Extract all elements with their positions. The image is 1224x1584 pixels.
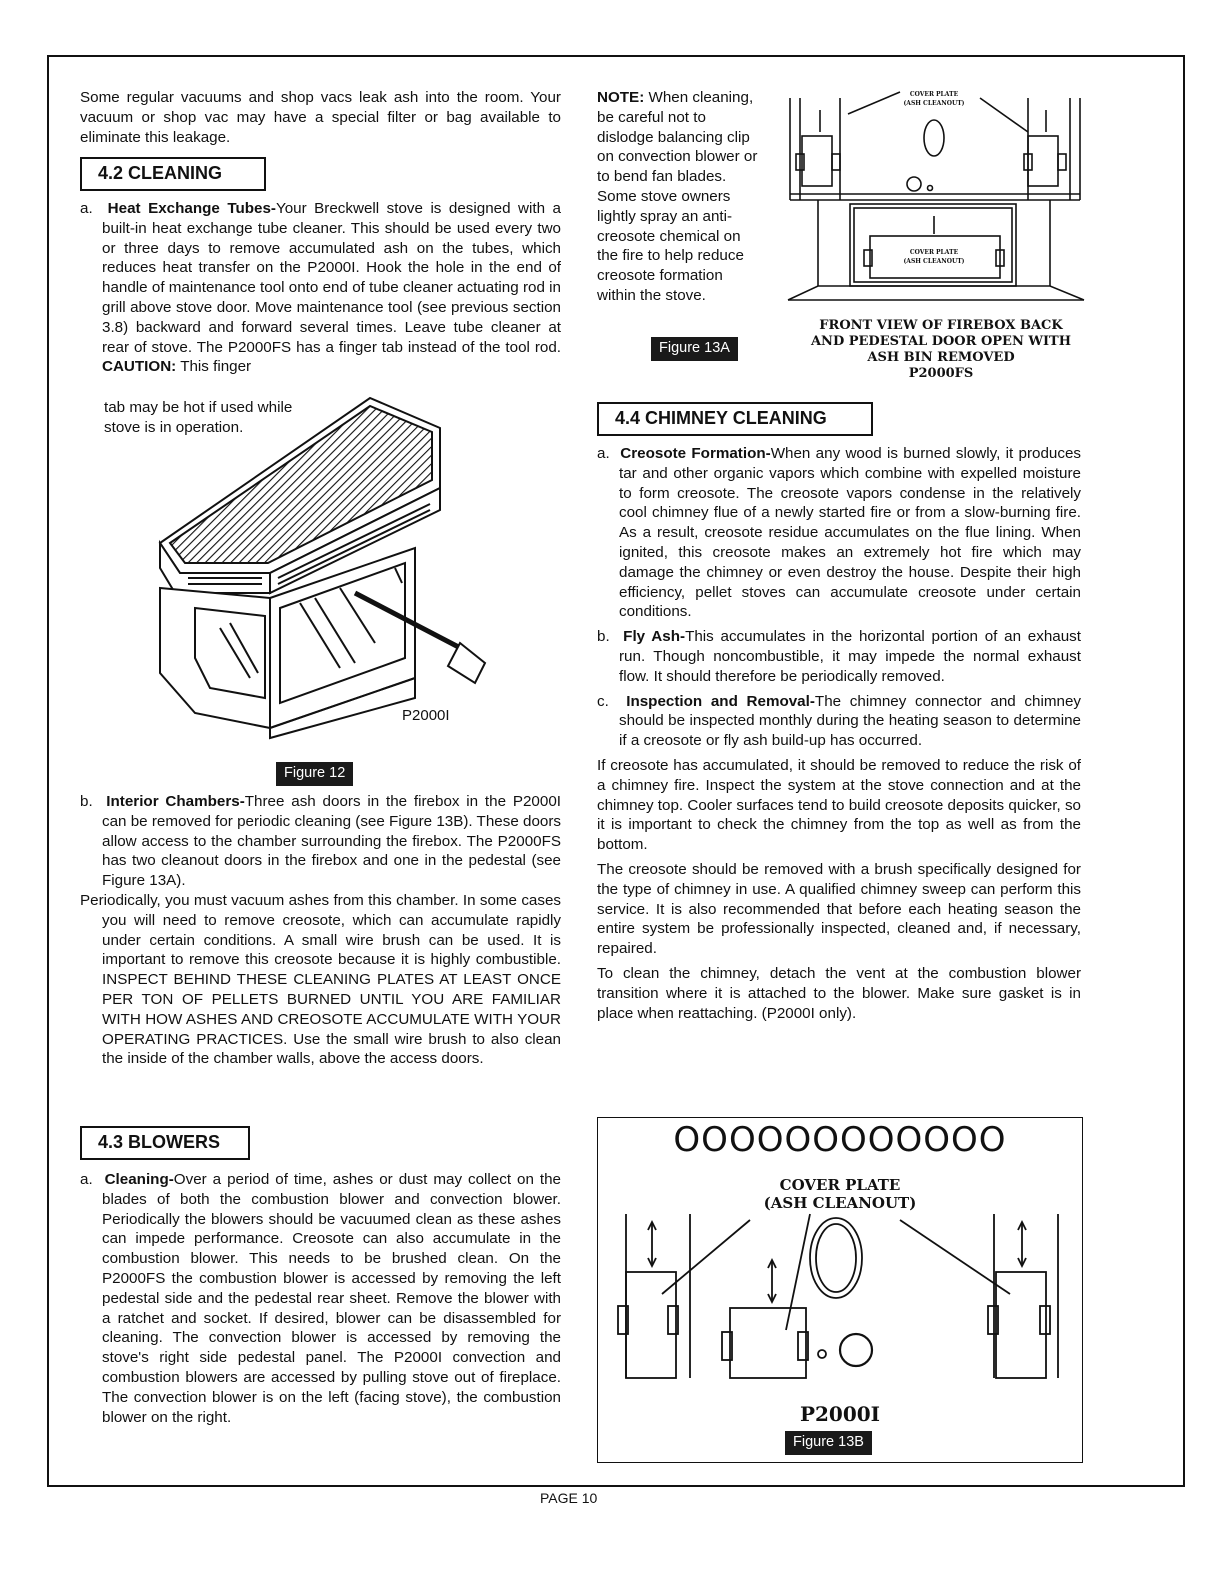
fig13a-cover-plate-top: COVER PLATE <box>909 91 959 98</box>
intro-paragraph: Some regular vacuums and shop vacs leak ash into the room. Your vacuum or shop vac may have a special filter or bag available to eliminate this leakage. <box>80 89 561 146</box>
brush-paragraph: The creosote should be removed with a brush specifically designed for the type of chimney in use. A qualified chimney sweep can perform this service. It is also recommended that before each heating season the entire system be professionally inspected, cleaned and, if necessary, repaired. <box>597 860 1081 958</box>
fig13a-ash-cleanout-inner: (ASH CLEANOUT) <box>903 258 965 265</box>
section-4-4-heading: 4.4 CHIMNEY CLEANING <box>597 402 873 436</box>
figure13a-caption: FRONT VIEW OF FIREBOX BACK AND PEDESTAL DOOR OPEN WITH ASH BIN REMOVED P2000FS <box>810 318 1072 381</box>
blowers-cleaning-title: Cleaning- <box>104 1171 174 1188</box>
figure13b-label: Figure 13B <box>785 1431 872 1455</box>
heat-exchange-item: a. Heat Exchange Tubes-Your Breckwell stove is designed with a built-in heat exchange tube cleaner. This should be used every two or three days to remove accumulated ash on the tubes, which reduces heat transfer on the P2000I. Hook the hole in the end of handle of maintenance tool onto end of tube cleaner actuating rod in grill above stove door. Move maintenance tool (see previous section 3.8) backward and forward several times. Leave tube cleaner at rear of stove. The P2000FS has a finger tab instead of the tool rod. CAUTION: This finger <box>80 200 561 376</box>
creosote-formation-title: Creosote Formation- <box>620 445 771 462</box>
chimney-cleaning-body: a. Creosote Formation-When any wood is burned slowly, it produces tar and other organic vapors which combine with expelled moisture to form creosote. The creosote vapors condense in the relatively cool chimney flue of a newly started fire or from a slow-burning fire. As a result, creosote residue accumulates on the flue lining. When ignited, this creosote makes an extremely hot fire which may damage the chimney or even destroy the house. Despite their high efficiency, pellet stoves can accumulate creosote under certain conditions. b. Fly Ash-This accumulates in the horizontal portion of an exhaust run. Though noncombustible, it may impede the normal exhaust flow. It should therefore be periodically removed. c. Inspection and Removal-The chimney connector and chimney should be inspected monthly during the heating season to determine if a creosote or fly ash build-up has occurred. If creosote has accumulated, it should be removed to reduce the risk of a chimney fire. Inspect the system at the stove connection and at the chimney top. Cooler surfaces tend to build creosote deposits quicker, so it is important to check the chimney from the top as well as from the bottom. The creosote should be removed with a brush specifically designed for the type of chimney in use. A qualified chimney sweep can perform this service. It is also recommended that before each heating season the entire system be professionally inspected, cleaned and, if necessary, repaired. To clean the chimney, detach the vent at the combustion blower transition where it is attached to the blower. Make sure gasket is in place when reattaching. (P2000I only). <box>597 445 1081 1022</box>
figure13b-callout: COVER PLATE (ASH CLEANOUT) <box>763 1176 917 1212</box>
caution-label: CAUTION: <box>102 358 177 376</box>
page-number: PAGE 10 <box>540 1490 598 1506</box>
figure12-model: P2000I <box>402 707 450 724</box>
tube-holes-row: OOOOOOOOOOOO <box>673 1120 1007 1160</box>
fig13a-ash-cleanout-top: (ASH CLEANOUT) <box>903 100 965 107</box>
periodically-paragraph: Periodically, you must vacuum ashes from this chamber. In some cases you will need to remove creosote, which can accumulate rapidly under certain conditions. A small wire brush can be used. It is important to remove this creosote because it is highly combustible. INSPECT BEHIND THESE CLEANING PLATES AT LEAST ONCE PER TON OF PELLETS BURNED UNTIL YOU ARE FAMILIAR WITH HOW ASHES AND CREOSOTE ACCUMULATE WITH YOUR OPERATING PRACTICES. Use the small wire brush to also clean the inside of the chamber walls, above the access doors. <box>80 891 561 1068</box>
interior-chambers-title: Interior Chambers- <box>106 793 245 810</box>
caution-continuation: tab may be hot if used while stove is in operation. <box>104 399 293 436</box>
note-paragraph: NOTE: When cleaning, be careful not to dislodge balancing clip on convection blower or to bend fan blades. Some stove owners lightly spray an anti-creosote chemical on the fire to help reduce creosote formation within the stove. <box>597 89 758 304</box>
section-4-3-heading: 4.3 BLOWERS <box>80 1126 250 1160</box>
figure13a-label: Figure 13A <box>651 337 738 361</box>
interior-chambers-item: b. Interior Chambers-Three ash doors in the firebox in the P2000I can be removed for periodic cleaning (see Figure 13B). These doors allow access to the chamber surrounding the firebox. The P2000FS has two cleanout doors in the firebox and one in the pedestal (see Figure 13A). Periodically, you must vacuum ashes from this chamber. In some cases you will need to remove creosote, which can accumulate rapidly under certain conditions. A small wire brush can be used. It is important to remove this creosote because it is highly combustible. INSPECT BEHIND THESE CLEANING PLATES AT LEAST ONCE PER TON OF PELLETS BURNED UNTIL YOU ARE FAMILIAR WITH HOW ASHES AND CREOSOTE ACCUMULATE WITH YOUR OPERATING PRACTICES. Use the small wire brush to also clean the inside of the chamber walls, above the access doors. <box>80 793 561 1068</box>
heat-exchange-title: Heat Exchange Tubes- <box>107 200 276 217</box>
figure13a-diagram <box>788 88 1086 308</box>
section-4-2-heading: 4.2 CLEANING <box>80 157 266 191</box>
fly-ash-title: Fly Ash- <box>623 628 686 646</box>
figure13b-diagram <box>600 1214 1080 1384</box>
creosote-removal-paragraph: If creosote has accumulated, it should be removed to reduce the risk of a chimney fire. Inspect the system at the stove connection and at the chimney top. Cooler surfaces tend to build creosote deposits quicker, so it is important to check the chimney from the top as well as from the bottom. <box>597 756 1081 854</box>
blowers-cleaning-item: a. Cleaning-Over a period of time, ashes or dust may collect on the blades of both the combustion blower and convection blower. Periodically the blowers should be vacuumed clean as these ashes can impede performance. Creosote can also accumulate in the combustion blower. This needs to be brushed clean. On the P2000FS the combustion blower is accessed by removing the left pedestal side and the pedestal rear sheet. Remove the blower with a ratchet and socket. If desired, blower can be disassembled for cleaning. The convection blower is accessed by removing the stove's right side pedestal panel. The P2000I convection and combustion blowers are accessed by pulling stove out of fireplace. The convection blower is on the left (facing stove), the combustion blower on the right. <box>80 1171 561 1426</box>
figure12-label: Figure 12 <box>276 762 353 786</box>
detach-vent-paragraph: To clean the chimney, detach the vent at the combustion blower transition where it is attached to the blower. Make sure gasket is in place when reattaching. (P2000I only). <box>597 964 1081 1022</box>
note-label: NOTE: <box>597 89 645 106</box>
inspection-removal-title: Inspection and Removal- <box>626 692 815 710</box>
figure13b-model: P2000I <box>799 1402 881 1426</box>
heat-exchange-text: Your Breckwell stove is designed with a built-in heat exchange tube cleaner. This should be used every two or three days to remove accumulated ash on the tubes, which reduces heat transfer on the P2000I. Hook the hole in the end of handle of maintenance tool onto end of tube cleaner actuating rod in grill above stove door. Move maintenance tool (see previous section 3.8) backward and forward several times. Leave tube cleaner at rear of stove. The P2000FS has a finger tab instead of the tool rod. <box>102 200 561 356</box>
fig13a-cover-plate-inner: COVER PLATE <box>909 249 959 256</box>
stove-illustration <box>140 398 480 738</box>
